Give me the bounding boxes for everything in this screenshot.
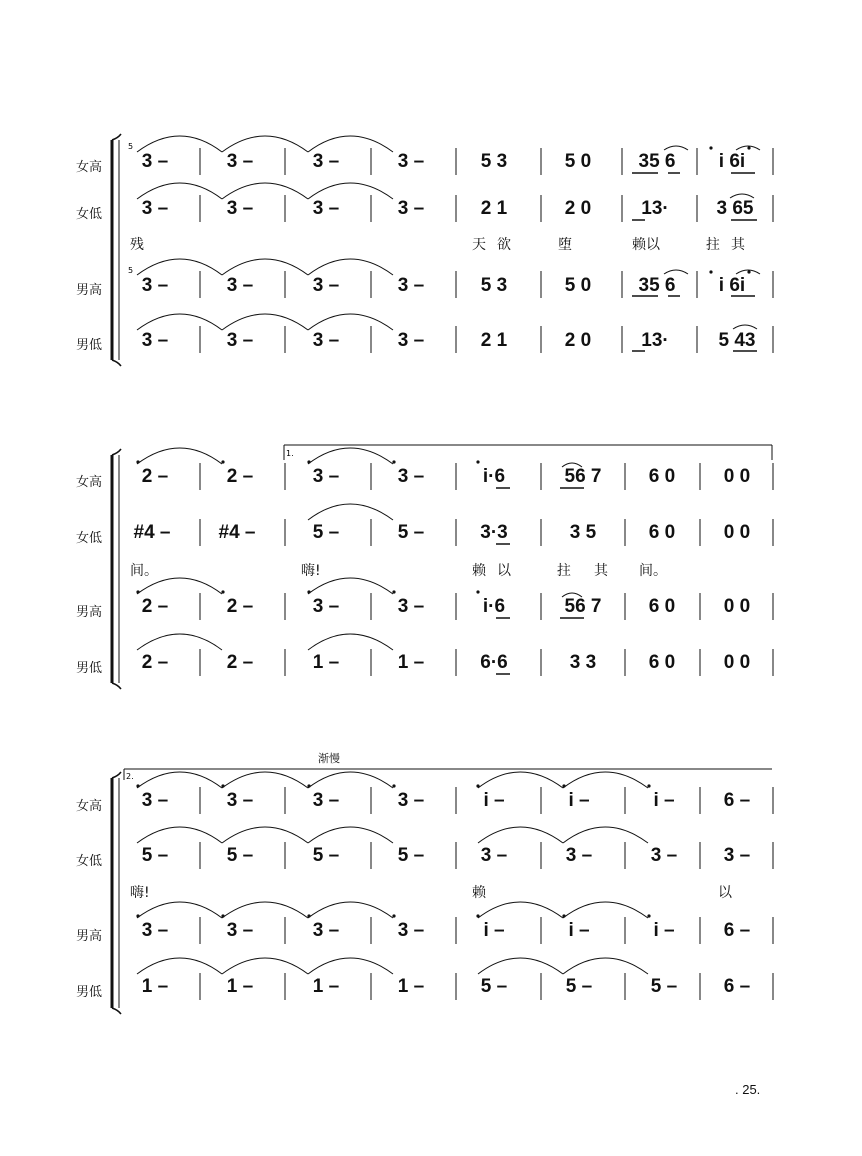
- measure: 3 –: [312, 920, 340, 941]
- measure: 5 –: [650, 976, 678, 997]
- measure: 2 0: [564, 330, 592, 351]
- measure: 5 –: [565, 976, 593, 997]
- tempo-marking: 渐慢: [318, 752, 340, 765]
- measure: 1 –: [226, 976, 254, 997]
- measure: 3 –: [397, 151, 425, 172]
- measure: 3 –: [312, 596, 340, 617]
- measure: 2 –: [226, 596, 254, 617]
- measure: 5 –: [226, 845, 254, 866]
- measure: 3 –: [141, 198, 169, 219]
- voice-label-soprano: 女高: [76, 799, 103, 814]
- measure: 3 –: [226, 920, 254, 941]
- voice-label-tenor: 男高: [76, 283, 103, 298]
- measure: 3 –: [141, 275, 169, 296]
- lyric: 天: [472, 237, 486, 253]
- measure: 3 5: [569, 522, 597, 543]
- voice-label-alto: 女低: [76, 207, 103, 222]
- measure: 1 –: [397, 652, 425, 673]
- measure: i –: [568, 920, 590, 941]
- measure: 3 –: [141, 151, 169, 172]
- measure: i –: [653, 790, 675, 811]
- voice-label-soprano: 女高: [76, 160, 103, 175]
- measure: 0 0: [723, 596, 751, 617]
- measure: i –: [568, 790, 590, 811]
- measure: 3 –: [312, 151, 340, 172]
- lyric: 欲: [497, 237, 511, 253]
- measure: 3 –: [397, 596, 425, 617]
- measure: 5 0: [564, 151, 592, 172]
- voice-label-bass: 男低: [76, 661, 103, 676]
- lyric: 赖: [472, 885, 486, 901]
- page-number: . 25.: [735, 1082, 761, 1097]
- lyric: 拄: [706, 237, 720, 253]
- measure: 5 –: [141, 845, 169, 866]
- lyric: 间。: [130, 563, 158, 579]
- measure: 3 3: [569, 652, 597, 673]
- measure: 13·: [641, 330, 669, 351]
- measure: 1 –: [312, 976, 340, 997]
- measure: 0 0: [723, 466, 751, 487]
- measure: 3 –: [397, 275, 425, 296]
- measure: 3 –: [650, 845, 678, 866]
- measure: 5 –: [397, 845, 425, 866]
- measure: 2 1: [480, 198, 508, 219]
- measure: 6 –: [723, 790, 751, 811]
- measure: 3 –: [226, 198, 254, 219]
- measure: 5 0: [564, 275, 592, 296]
- voice-label-alto: 女低: [76, 854, 103, 869]
- measure: #4 –: [133, 522, 171, 543]
- lyric: 以: [718, 885, 732, 901]
- measure: 5 –: [312, 522, 340, 543]
- measure: 6 –: [723, 976, 751, 997]
- measure: 0 0: [723, 522, 751, 543]
- measure: 3 –: [226, 275, 254, 296]
- measure: 5 3: [480, 151, 508, 172]
- measure: 13·: [641, 198, 669, 219]
- measure: 35 6: [638, 275, 676, 296]
- measure: 3 –: [226, 790, 254, 811]
- measure: 3 –: [141, 330, 169, 351]
- measure: i 6i: [718, 151, 746, 172]
- measure: 2 –: [226, 466, 254, 487]
- measure: 3 –: [312, 275, 340, 296]
- measure: 3 –: [565, 845, 593, 866]
- voice-label-bass: 男低: [76, 985, 103, 1000]
- measure: 0 0: [723, 652, 751, 673]
- measure: i·6: [482, 596, 506, 617]
- measure: 3 –: [397, 790, 425, 811]
- measure: 5 3: [480, 275, 508, 296]
- measure: 3 65: [716, 198, 754, 219]
- measure: 2 –: [141, 596, 169, 617]
- measure: 3 –: [312, 330, 340, 351]
- svg-text:5: 5: [128, 266, 134, 275]
- lyric: 嗨!: [301, 563, 321, 579]
- measure: 5 –: [397, 522, 425, 543]
- measure: 35 6: [638, 151, 676, 172]
- measure: 1 –: [312, 652, 340, 673]
- measure: 6 –: [723, 920, 751, 941]
- measure: 6 0: [648, 596, 676, 617]
- measure: 5 –: [312, 845, 340, 866]
- lyric: 以: [497, 563, 511, 579]
- measure: i 6i: [718, 275, 746, 296]
- measure: 2 –: [141, 466, 169, 487]
- measure: 3 –: [141, 790, 169, 811]
- lyric: 其: [731, 237, 745, 253]
- voice-label-tenor: 男高: [76, 929, 103, 944]
- measure: 3·3: [480, 522, 508, 543]
- measure: 3 –: [312, 198, 340, 219]
- measure: 3 –: [312, 790, 340, 811]
- svg-text:5: 5: [128, 142, 134, 151]
- measure: 5 43: [718, 330, 756, 351]
- measure: 2 1: [480, 330, 508, 351]
- lyric: 赖: [472, 563, 486, 579]
- measure: i –: [653, 920, 675, 941]
- volta-label-2: 2.: [126, 772, 134, 781]
- measure: 3 –: [226, 151, 254, 172]
- measure: 3 –: [723, 845, 751, 866]
- measure: 1 –: [397, 976, 425, 997]
- measure: 2 –: [141, 652, 169, 673]
- lyric: 其: [594, 563, 608, 579]
- measure: 6 0: [648, 466, 676, 487]
- measure: 2 0: [564, 198, 592, 219]
- measure: i –: [483, 920, 505, 941]
- lyric: 堕: [558, 237, 572, 253]
- lyric: 嗨!: [130, 885, 150, 901]
- measure: 3 –: [397, 198, 425, 219]
- measure: #4 –: [218, 522, 256, 543]
- voice-label-tenor: 男高: [76, 605, 103, 620]
- measure: 6·6: [480, 652, 508, 673]
- measure: 3 –: [397, 330, 425, 351]
- measure: 5 –: [480, 976, 508, 997]
- measure: 56 7: [564, 596, 602, 617]
- measure: 3 –: [480, 845, 508, 866]
- voice-label-bass: 男低: [76, 338, 103, 353]
- lyric: 间。: [639, 563, 667, 579]
- measure: i·6: [482, 466, 506, 487]
- measure: 3 –: [312, 466, 340, 487]
- voice-label-soprano: 女高: [76, 475, 103, 490]
- measure: 6 0: [648, 522, 676, 543]
- measure: 1 –: [141, 976, 169, 997]
- measure: 3 –: [397, 466, 425, 487]
- volta-label: 1.: [286, 449, 294, 458]
- measure: 6 0: [648, 652, 676, 673]
- lyric: 拄: [557, 563, 571, 579]
- voice-label-alto: 女低: [76, 531, 103, 546]
- measure: 3 –: [397, 920, 425, 941]
- lyric: 赖以: [632, 237, 660, 253]
- measure: 3 –: [226, 330, 254, 351]
- measure: 2 –: [226, 652, 254, 673]
- measure: 3 –: [141, 920, 169, 941]
- lyric: 残: [130, 237, 144, 253]
- measure: 56 7: [564, 466, 602, 487]
- measure: i –: [483, 790, 505, 811]
